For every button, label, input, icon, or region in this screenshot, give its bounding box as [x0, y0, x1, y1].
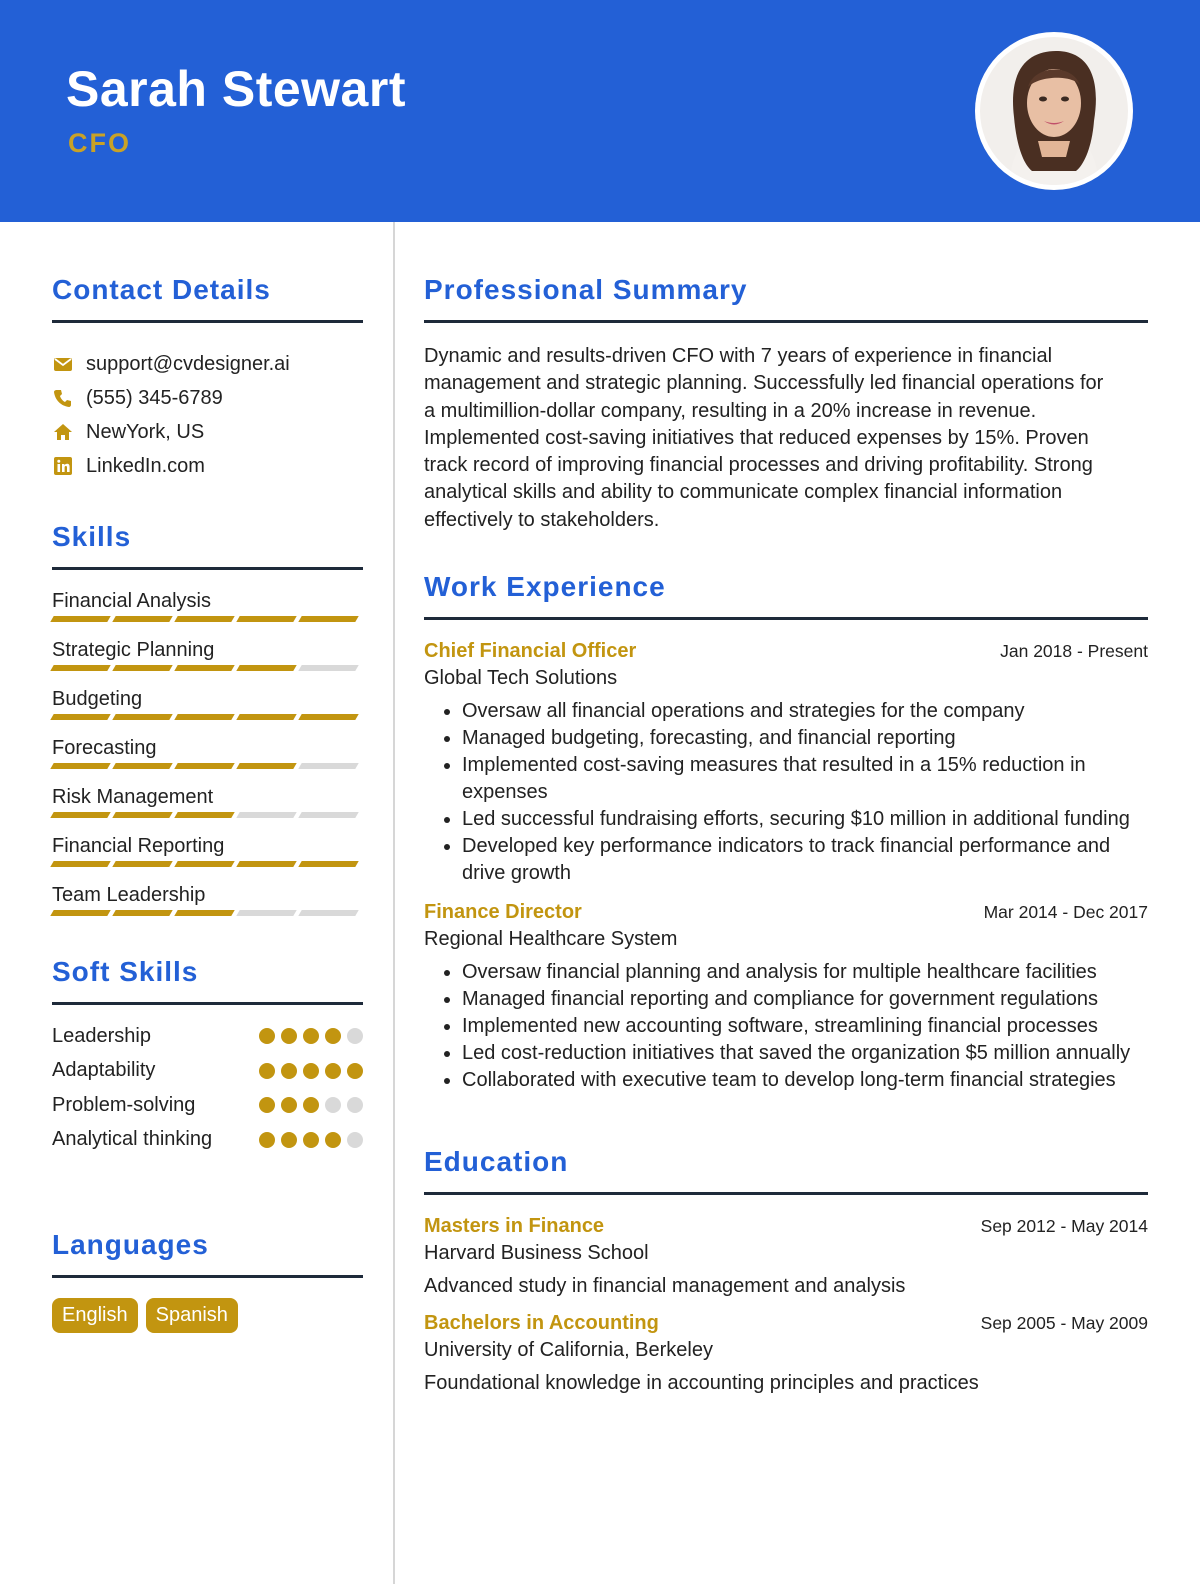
job-bullet: • Implemented cost-saving measures that resulted in a 15% reduction in expenses	[462, 752, 1148, 806]
contact-location	[52, 415, 363, 449]
skill-bar-filled	[50, 714, 110, 720]
job-entry-title: Chief Financial Officer	[424, 640, 637, 663]
skill-label: Financial Analysis	[52, 590, 211, 612]
skill-bar-filled	[236, 665, 296, 671]
skill-bar-empty	[298, 910, 358, 916]
section-rule	[424, 320, 1148, 323]
envelope-icon	[52, 353, 74, 375]
skill-bar-filled	[236, 763, 296, 769]
rating-dot-filled	[281, 1097, 297, 1113]
skill-bar-filled	[50, 763, 110, 769]
home-icon	[52, 421, 74, 443]
skill-bar-filled	[236, 861, 296, 867]
summary-line: track record of improving financial processes and driving profitability. Strong	[424, 454, 1093, 477]
skill-bar-empty	[298, 665, 358, 671]
school-name: Harvard Business School	[424, 1242, 649, 1265]
skill-bar-filled	[50, 812, 110, 818]
linkedin-icon	[52, 455, 74, 477]
skill-level-bars	[52, 714, 363, 722]
skill-bar-filled	[174, 812, 234, 818]
skill-item	[52, 782, 363, 820]
degree-title: Masters in Finance	[424, 1215, 605, 1238]
skill-bar-filled	[174, 665, 234, 671]
skill-item	[52, 733, 363, 771]
job-entry	[424, 640, 1148, 887]
left-column	[52, 222, 363, 1333]
summary-text	[424, 343, 1148, 534]
skill-label: Strategic Planning	[52, 639, 215, 661]
candidate-name: Sarah Stewart	[66, 61, 406, 117]
rating-dot-filled	[281, 1028, 297, 1044]
skill-label: Budgeting	[52, 688, 143, 710]
language-tag: English	[52, 1298, 138, 1333]
skill-label: Team Leadership	[52, 884, 206, 906]
skill-bar-filled	[298, 714, 358, 720]
summary-line: Dynamic and results-driven CFO with 7 years of experience in financial	[424, 345, 1053, 367]
section-rule	[424, 617, 1148, 620]
summary-heading: Professional Summary	[424, 274, 748, 305]
skill-level-bars	[52, 665, 363, 673]
section-rule	[52, 1275, 363, 1278]
skill-level-bars	[52, 763, 363, 771]
soft-skill-item	[52, 1054, 363, 1089]
job-bullet: • Led cost-reduction initiatives that saved the organization $5 million annually	[462, 1040, 1148, 1067]
education-description: Advanced study in financial management and analysis	[424, 1275, 906, 1298]
skill-bar-filled	[112, 665, 172, 671]
language-tag: Spanish	[146, 1298, 238, 1333]
skill-item	[52, 635, 363, 673]
phone-icon	[52, 387, 74, 409]
job-bullet: • Oversaw all financial operations and strategies for the company	[462, 698, 1148, 725]
rating-dot-empty	[347, 1097, 363, 1113]
rating-dot-filled	[303, 1063, 319, 1079]
summary-line: effectively to stakeholders.	[424, 508, 660, 531]
skill-bar-empty	[236, 910, 296, 916]
skill-item	[52, 684, 363, 722]
degree-title: Bachelors in Accounting	[424, 1312, 659, 1335]
skill-bar-empty	[236, 812, 296, 818]
skill-item	[52, 586, 363, 624]
job-bullet: • Oversaw financial planning and analysis for multiple healthcare facilities	[462, 959, 1148, 986]
contact-phone[interactable]	[52, 381, 363, 415]
skill-level-bars	[52, 616, 363, 624]
skill-bar-empty	[298, 812, 358, 818]
skill-level-bars	[52, 910, 363, 918]
education-entry	[424, 1215, 1148, 1298]
skills-heading: Skills	[52, 521, 132, 552]
skill-bar-filled	[50, 616, 110, 622]
job-bullet: • Led successful fundraising efforts, securing $10 million in additional funding	[462, 806, 1148, 833]
job-entry-title: Finance Director	[424, 901, 582, 924]
soft-skill-label: Problem-solving	[52, 1093, 196, 1116]
soft-skill-rating	[259, 1097, 363, 1113]
skill-bar-filled	[298, 616, 358, 622]
rating-dot-filled	[347, 1063, 363, 1079]
skill-bar-filled	[112, 812, 172, 818]
soft-skill-label: Adaptability	[52, 1059, 156, 1082]
rating-dot-filled	[303, 1097, 319, 1113]
contact-linkedin-text: LinkedIn.com	[86, 454, 205, 477]
skill-bar-empty	[298, 763, 358, 769]
soft-skill-rating	[259, 1028, 363, 1044]
soft-skills-heading: Soft Skills	[52, 956, 199, 987]
skill-item	[52, 880, 363, 918]
skill-bar-filled	[174, 910, 234, 916]
job-bullet: • Collaborated with executive team to develop long-term financial strategies	[462, 1067, 1148, 1094]
profile-photo	[975, 32, 1133, 190]
skill-bar-filled	[112, 616, 172, 622]
skill-bar-filled	[50, 861, 110, 867]
rating-dot-filled	[259, 1028, 275, 1044]
soft-skill-item	[52, 1088, 363, 1123]
job-bullet: • Managed budgeting, forecasting, and financial reporting	[462, 725, 1148, 752]
education-date: Sep 2005 - May 2009	[980, 1313, 1148, 1334]
soft-skill-item	[52, 1123, 363, 1158]
contact-heading: Contact Details	[52, 274, 271, 305]
rating-dot-filled	[325, 1063, 341, 1079]
header-banner	[0, 0, 1200, 222]
education-date: Sep 2012 - May 2014	[980, 1216, 1148, 1237]
rating-dot-filled	[325, 1132, 341, 1148]
contact-location-text: NewYork, US	[86, 420, 205, 443]
soft-skill-rating	[259, 1132, 363, 1148]
rating-dot-filled	[259, 1063, 275, 1079]
soft-skills-list	[52, 1019, 363, 1157]
contact-email[interactable]	[52, 347, 363, 381]
skill-label: Financial Reporting	[52, 835, 225, 857]
job-entry-company: Regional Healthcare System	[424, 928, 678, 951]
column-divider	[393, 222, 395, 1584]
job-bullets	[424, 959, 1148, 1094]
rating-dot-filled	[303, 1132, 319, 1148]
rating-dot-filled	[325, 1028, 341, 1044]
summary-line: a multimillion-dollar company, resulting in a 20% increase in revenue.	[424, 399, 1037, 422]
section-rule	[52, 320, 363, 323]
skill-bar-filled	[112, 910, 172, 916]
contact-email-text: support@cvdesigner.ai	[86, 352, 290, 375]
rating-dot-filled	[281, 1132, 297, 1148]
contact-list	[52, 347, 363, 483]
skill-bar-filled	[112, 861, 172, 867]
portrait-image	[980, 37, 1128, 185]
section-rule	[52, 1002, 363, 1005]
skills-list	[52, 586, 363, 918]
summary-line: analytical skills and ability to communicate complex financial information	[424, 481, 1063, 504]
summary-line: Implemented cost-saving initiatives that reduced expenses by 15%. Proven	[424, 426, 1089, 449]
soft-skill-label: Leadership	[52, 1024, 151, 1047]
skill-bar-filled	[50, 910, 110, 916]
job-entry-company: Global Tech Solutions	[424, 667, 618, 690]
skill-bar-filled	[112, 714, 172, 720]
job-entry-date: Jan 2018 - Present	[1000, 641, 1148, 662]
skill-bar-filled	[112, 763, 172, 769]
job-bullets	[424, 698, 1148, 887]
skill-bar-filled	[174, 616, 234, 622]
skill-bar-filled	[236, 714, 296, 720]
education-entry	[424, 1312, 1148, 1395]
skill-level-bars	[52, 861, 363, 869]
contact-linkedin[interactable]	[52, 449, 363, 483]
skill-bar-filled	[298, 861, 358, 867]
job-bullet: • Implemented new accounting software, streamlining financial processes	[462, 1013, 1148, 1040]
rating-dot-filled	[281, 1063, 297, 1079]
rating-dot-filled	[259, 1097, 275, 1113]
experience-heading: Work Experience	[424, 571, 666, 603]
skill-label: Forecasting	[52, 737, 157, 759]
skill-bar-filled	[174, 763, 234, 769]
section-rule	[52, 567, 363, 570]
rating-dot-empty	[347, 1132, 363, 1148]
education-description: Foundational knowledge in accounting principles and practices	[424, 1372, 979, 1395]
job-entry	[424, 901, 1148, 1094]
job-entry-date: Mar 2014 - Dec 2017	[983, 902, 1148, 923]
right-column	[424, 222, 1148, 1395]
summary-line: management and strategic planning. Successfully led financial operations for	[424, 372, 1104, 395]
rating-dot-empty	[347, 1028, 363, 1044]
skill-label: Risk Management	[52, 786, 214, 808]
rating-dot-empty	[325, 1097, 341, 1113]
soft-skill-item	[52, 1019, 363, 1054]
education-heading: Education	[424, 1146, 569, 1178]
skill-bar-filled	[236, 616, 296, 622]
skill-bar-filled	[50, 665, 110, 671]
languages-heading: Languages	[52, 1229, 209, 1260]
rating-dot-filled	[259, 1132, 275, 1148]
job-bullet: • Managed financial reporting and compliance for government regulations	[462, 986, 1148, 1013]
skill-bar-filled	[174, 861, 234, 867]
school-name: University of California, Berkeley	[424, 1339, 713, 1362]
section-rule	[424, 1192, 1148, 1195]
job-title: CFO	[68, 128, 131, 158]
contact-phone-text: (555) 345-6789	[86, 386, 223, 409]
soft-skill-label: Analytical thinking	[52, 1128, 213, 1151]
skill-level-bars	[52, 812, 363, 820]
job-bullet: • Developed key performance indicators to track financial performance and drive growth	[462, 833, 1148, 887]
skill-item	[52, 831, 363, 869]
soft-skill-rating	[259, 1063, 363, 1079]
skill-bar-filled	[174, 714, 234, 720]
rating-dot-filled	[303, 1028, 319, 1044]
languages-list	[52, 1298, 363, 1333]
